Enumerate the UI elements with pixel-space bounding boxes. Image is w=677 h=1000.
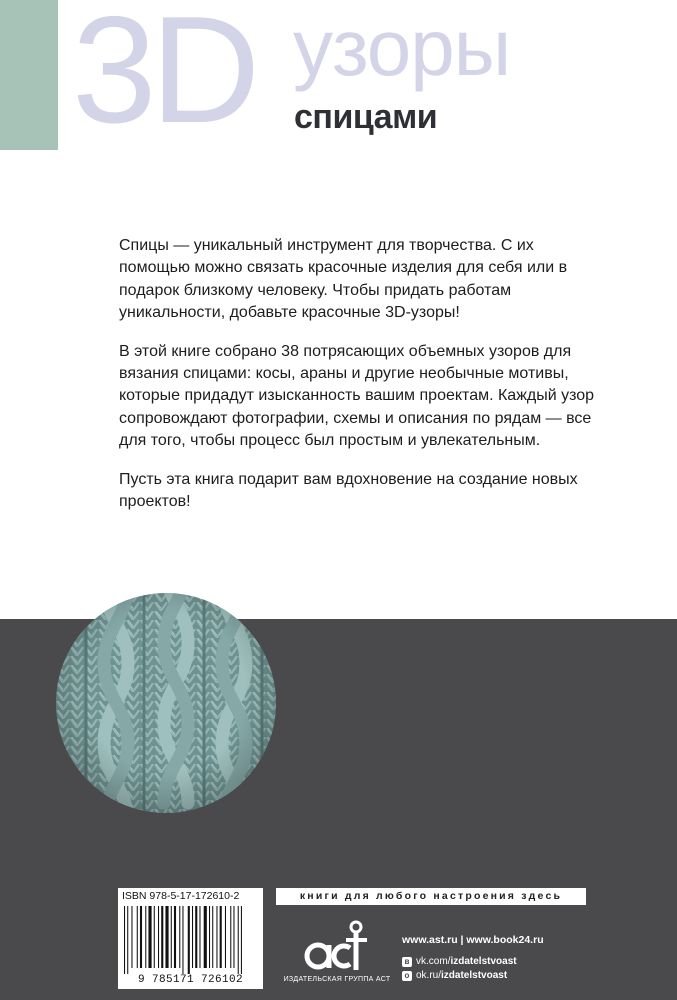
barcode-bar <box>195 906 197 968</box>
barcode-bar <box>216 906 217 968</box>
barcode-bar <box>241 906 242 974</box>
barcode-bar <box>182 906 183 974</box>
barcode-bar <box>179 906 180 968</box>
vk-icon: в <box>402 957 412 967</box>
barcode-bar <box>154 906 155 968</box>
barcode-bar <box>165 906 168 968</box>
title-sub: спицами <box>294 98 438 136</box>
barcode-bar <box>188 906 190 974</box>
barcode-digits: 9 785171 726102 <box>137 974 244 986</box>
barcode-bar <box>230 906 231 968</box>
barcode-bar <box>209 906 210 968</box>
title-3d: 3D <box>72 0 255 155</box>
websites-link[interactable]: www.ast.ru | www.book24.ru <box>402 934 544 946</box>
barcode-bar <box>158 906 159 968</box>
publisher-logo <box>282 918 392 990</box>
barcode-bar <box>192 906 193 968</box>
barcode-bar <box>145 906 146 968</box>
description-text <box>119 235 599 529</box>
barcode-bar <box>161 906 163 968</box>
description-paragraph: Спицы — уникальный инструмент для творчества. С их помощью можно связать красочные изделия для себя или в подарок близкому человеку. Чтобы придать работам уникальности, добавьте красочные 3D-узоры! <box>119 237 568 322</box>
barcode-bar <box>212 906 213 968</box>
barcode-bar <box>204 906 207 968</box>
barcode-bar <box>148 906 151 968</box>
barcode-bar <box>199 906 200 968</box>
barcode-panel <box>118 888 263 989</box>
slogan-bar: книги для любого настроения здесь <box>276 888 586 905</box>
description-paragraph: Пусть эта книга подарит вам вдохновение на создание новых проектов! <box>119 470 578 511</box>
barcode-image <box>122 906 259 974</box>
barcode-bar <box>137 906 138 968</box>
ok-link[interactable]: о ok.ru/izdatelstvoast <box>402 970 507 981</box>
barcode-bar <box>131 906 132 968</box>
barcode-bar <box>127 906 128 974</box>
barcode-bar <box>225 906 226 968</box>
mint-accent-block <box>0 0 58 150</box>
vk-link[interactable]: в vk.com/izdatelstvoast <box>402 956 517 967</box>
barcode-bar <box>140 906 142 968</box>
barcode-bar <box>174 906 176 968</box>
barcode-bar <box>220 906 222 968</box>
description-paragraph: В этой книге собрано 38 потрясающих объемных узоров для вязания спицами: косы, араны и другие необычные мотивы, которые придадут изысканность вашим проектам. Каждый узор сопровождают фотографии, схемы и описания по рядам — все для того, чтобы процесс был простым и увлекательным. <box>119 342 595 450</box>
barcode-bar <box>171 906 172 968</box>
knitted-cable-pattern-icon <box>56 593 276 813</box>
title-main: узоры <box>293 3 511 92</box>
publisher-caption: ИЗДАТЕЛЬСКАЯ ГРУППА АСТ <box>283 976 391 983</box>
barcode-bar <box>238 906 239 974</box>
ok-icon: о <box>402 971 412 981</box>
isbn-text: ISBN 978-5-17-172610-2 <box>122 890 240 902</box>
barcode-bar <box>124 906 125 974</box>
ast-logo-icon <box>304 918 370 974</box>
barcode-bar <box>233 906 234 968</box>
